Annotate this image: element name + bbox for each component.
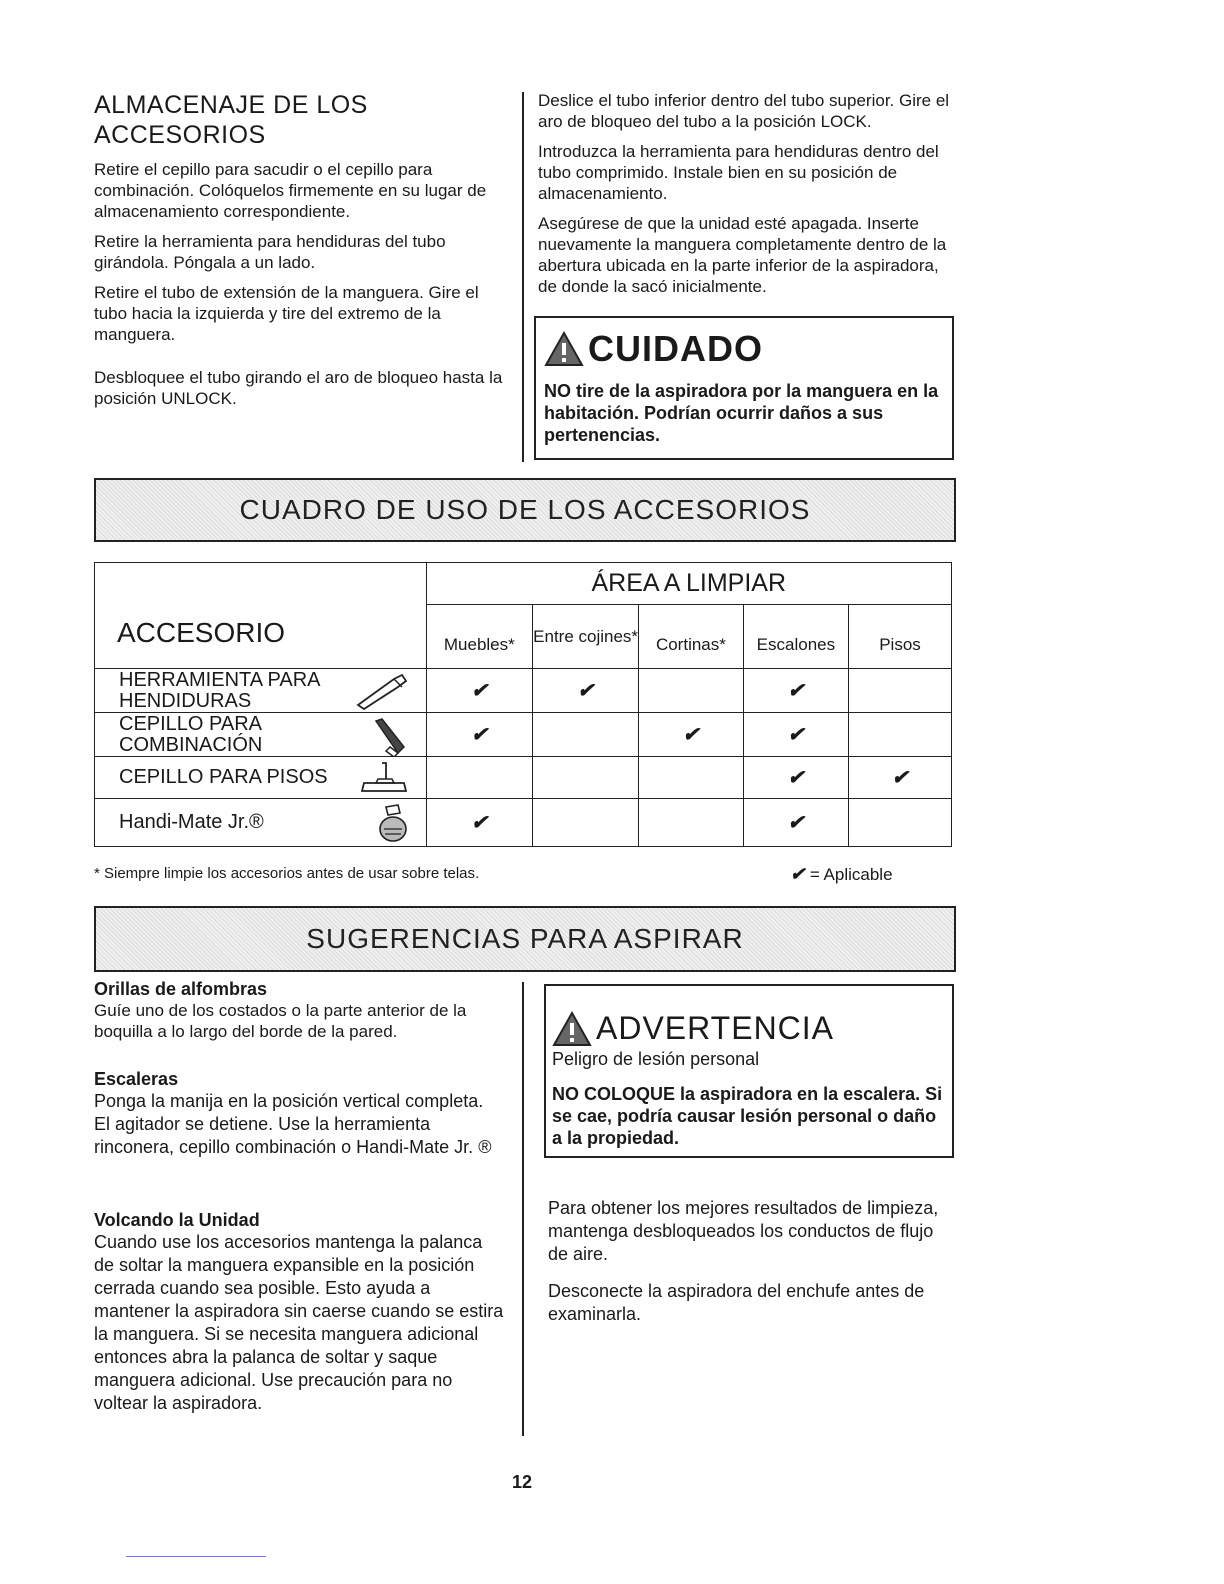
accessory-handi-mate: Handi-Mate Jr.® <box>95 799 427 847</box>
check-mark-icon: ✔ <box>426 713 533 757</box>
area-header: ÁREA A LIMPIAR <box>426 563 952 605</box>
usage-chart-banner-title: CUADRO DE USO DE LOS ACCESORIOS <box>239 494 811 525</box>
warning-header <box>552 1010 950 1047</box>
tips-right-column <box>548 1197 954 1326</box>
airflow-text: Para obtener los mejores resultados de limpieza, mantenga desbloqueados los conductos de flujo de aire. <box>548 1198 939 1264</box>
storage-section-continued <box>538 90 954 297</box>
check-cell <box>639 669 744 713</box>
accessory-usage-table <box>94 562 952 847</box>
table-header-row-area <box>95 563 952 605</box>
check-mark-icon: ✔ <box>849 757 952 799</box>
warning-triangle-icon <box>544 331 584 367</box>
warning-subtitle: Peligro de lesión personal <box>552 1049 760 1069</box>
accessory-header: ACCESORIO <box>95 563 427 669</box>
tips-left-column <box>94 978 504 1415</box>
column-header-entre-cojines: Entre cojines* <box>533 605 639 669</box>
caution-text: NO tire de la aspiradora por la manguera en la habitación. Podrían ocurrir daños a sus pertenencias. <box>544 381 939 445</box>
storage-section <box>94 90 512 409</box>
column-header-cortinas: Cortinas* <box>639 605 744 669</box>
caution-title: CUIDADO <box>588 328 763 369</box>
column-header-escalones: Escalones <box>743 605 848 669</box>
check-mark-icon: ✔ <box>743 669 848 713</box>
combination-brush-icon <box>370 717 410 757</box>
check-cell <box>849 669 952 713</box>
stairs-text: Ponga la manija en la posición vertical completa. El agitador se detiene. Use la herramienta rinconera, cepillo combinación o Handi-Mate Jr. ® <box>94 1091 492 1157</box>
tipping-text: Cuando use los accesorios mantenga la palanca de soltar la manguera expansible en la posición cerrada cuando sea posible. Esto ayuda a mantener la aspiradora sin caerse cuando se estira la manguera. Si se necesita manguera adicional entonces abra la palanca de soltar y saque manguera adicional. Use precaución para no voltear la aspiradora. <box>94 1232 504 1413</box>
stairs-title: Escaleras <box>94 1069 179 1089</box>
warning-text: NO COLOQUE la aspiradora en la escalera. Si se cae, podría causar lesión personal o daño a la propiedad. <box>552 1084 943 1148</box>
table-row <box>95 757 952 799</box>
storage-paragraph-5: Deslice el tubo inferior dentro del tubo superior. Gire el aro de bloqueo del tubo a la posición LOCK. <box>538 91 950 131</box>
column-header-pisos: Pisos <box>849 605 952 669</box>
storage-paragraph-3: Retire el tubo de extensión de la manguera. Gire el tubo hacia la izquierda y tire del extremo de la manguera. <box>94 283 479 344</box>
edges-text: Guíe uno de los costados o la parte anterior de la boquilla a lo largo del borde de la pared. <box>94 1001 467 1041</box>
storage-paragraph-6: Introduzca la herramienta para hendiduras dentro del tubo comprimido. Instale bien en su posición de almacenamiento. <box>538 142 939 203</box>
accessory-crevice-tool: HERRAMIENTA PARA HENDIDURAS <box>95 669 427 713</box>
warning-box <box>544 984 954 1158</box>
unplug-text: Desconecte la aspiradora del enchufe antes de examinarla. <box>548 1281 925 1324</box>
crevice-tool-icon <box>350 673 410 711</box>
storage-paragraph-1: Retire el cepillo para sacudir o el cepillo para combinación. Colóquelos firmemente en su lugar de almacenamiento correspondiente. <box>94 160 487 221</box>
check-mark-icon: ✔ <box>743 799 848 847</box>
check-cell <box>533 799 639 847</box>
check-legend-text: = Aplicable <box>809 865 893 884</box>
tips-banner-title: SUGERENCIAS PARA ASPIRAR <box>306 923 744 954</box>
storage-paragraph-4: Desbloquee el tubo girando el aro de bloqueo hasta la posición UNLOCK. <box>94 368 503 408</box>
check-cell <box>639 757 744 799</box>
table-footnote: * Siempre limpie los accesorios antes de usar sobre telas. <box>94 865 480 882</box>
caution-header <box>544 328 942 370</box>
caution-box <box>534 316 954 460</box>
column-divider-top <box>522 92 524 462</box>
check-cell <box>426 757 533 799</box>
accessory-floor-brush: CEPILLO PARA PISOS <box>95 757 427 799</box>
check-mark-icon: ✔ <box>639 713 744 757</box>
check-mark-icon: ✔ <box>790 864 806 884</box>
check-mark-icon: ✔ <box>426 799 533 847</box>
usage-chart-banner <box>94 478 956 542</box>
check-cell <box>849 799 952 847</box>
table-row <box>95 669 952 713</box>
check-cell <box>533 757 639 799</box>
storage-paragraph-2: Retire la herramienta para hendiduras del tubo girándola. Póngala a un lado. <box>94 232 446 272</box>
accessory-combination-brush: CEPILLO PARA COMBINACIÓN <box>95 713 427 757</box>
column-divider-bottom <box>522 982 524 1436</box>
floor-brush-icon <box>360 761 410 795</box>
warning-title: ADVERTENCIA <box>596 1010 835 1046</box>
table-row <box>95 713 952 757</box>
table-row <box>95 799 952 847</box>
check-mark-icon: ✔ <box>743 757 848 799</box>
handi-mate-icon <box>376 803 410 843</box>
storage-paragraph-7: Asegúrese de que la unidad esté apagada. Inserte nuevamente la manguera completamente dentro de la abertura ubicada en la parte inferior de la aspiradora, de donde la sacó inicialmente. <box>538 214 947 296</box>
check-cell <box>639 799 744 847</box>
edges-title: Orillas de alfombras <box>94 979 268 999</box>
scan-artifact-line <box>126 1556 266 1557</box>
page-number: 12 <box>512 1472 533 1492</box>
check-cell <box>849 713 952 757</box>
check-mark-icon: ✔ <box>743 713 848 757</box>
check-mark-icon: ✔ <box>426 669 533 713</box>
column-header-muebles: Muebles* <box>426 605 533 669</box>
check-legend <box>790 864 893 885</box>
check-mark-icon: ✔ <box>533 669 639 713</box>
warning-triangle-icon <box>552 1011 592 1047</box>
tips-banner <box>94 906 956 972</box>
storage-title: ALMACENAJE DE LOS ACCESORIOS <box>94 91 368 149</box>
tipping-title: Volcando la Unidad <box>94 1210 260 1230</box>
check-cell <box>533 713 639 757</box>
